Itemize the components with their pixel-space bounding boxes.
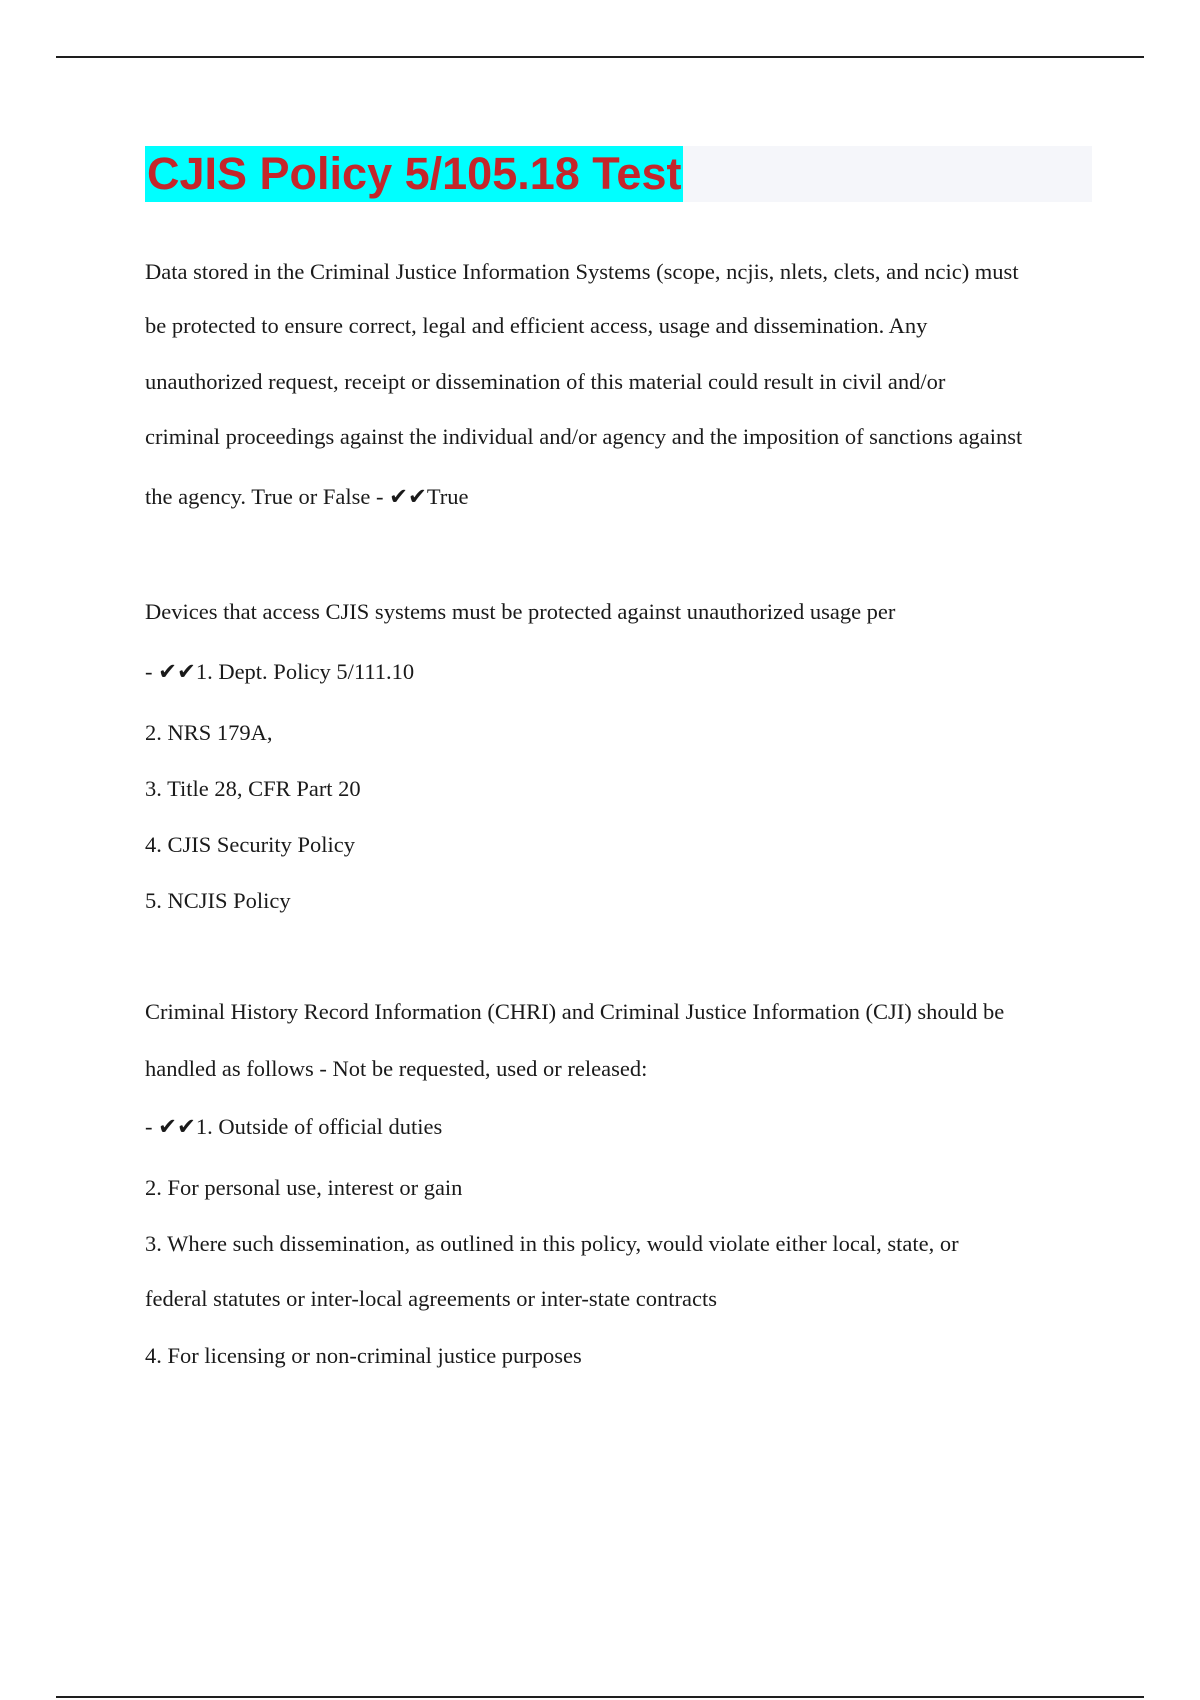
q2-answer-4: 4. CJIS Security Policy bbox=[145, 832, 356, 857]
q2-answer-3: 3. Title 28, CFR Part 20 bbox=[145, 776, 361, 801]
q1-line-3: unauthorized request, receipt or dissemination of this material could result in civil and/or bbox=[145, 369, 946, 394]
q1-line-1: Data stored in the Criminal Justice Information Systems (scope, ncjis, nlets, clets, and ncic) must bbox=[145, 259, 1019, 284]
q1-line-2: be protected to ensure correct, legal and efficient access, usage and dissemination. Any bbox=[145, 313, 928, 338]
q2-answer-2: 2. NRS 179A, bbox=[145, 720, 273, 745]
q3-answer-1: - ✔✔1. Outside of official duties bbox=[145, 1114, 443, 1139]
q2-answer-1: - ✔✔1. Dept. Policy 5/111.10 bbox=[145, 659, 415, 684]
q3-answer-2: 2. For personal use, interest or gain bbox=[145, 1175, 463, 1200]
footer-rule bbox=[56, 1696, 1144, 1698]
q3-answer-3-line-2: federal statutes or inter-local agreements or inter-state contracts bbox=[145, 1286, 717, 1311]
header-rule bbox=[56, 56, 1144, 58]
q1-line-4: criminal proceedings against the individual and/or agency and the imposition of sanctions against bbox=[145, 424, 1023, 449]
document-title: CJIS Policy 5/105.18 Test bbox=[145, 146, 683, 202]
q3-question-line-1: Criminal History Record Information (CHRI) and Criminal Justice Information (CJI) should be bbox=[145, 999, 1005, 1024]
q3-question-line-2: handled as follows - Not be requested, used or released: bbox=[145, 1056, 648, 1081]
q3-answer-4: 4. For licensing or non-criminal justice purposes bbox=[145, 1343, 582, 1368]
q2-answer-5: 5. NCJIS Policy bbox=[145, 888, 291, 913]
q3-answer-3-line-1: 3. Where such dissemination, as outlined in this policy, would violate either local, state, or bbox=[145, 1231, 959, 1256]
q2-question: Devices that access CJIS systems must be protected against unauthorized usage per bbox=[145, 599, 896, 624]
q1-answer: the agency. True or False - ✔✔True bbox=[145, 484, 469, 509]
